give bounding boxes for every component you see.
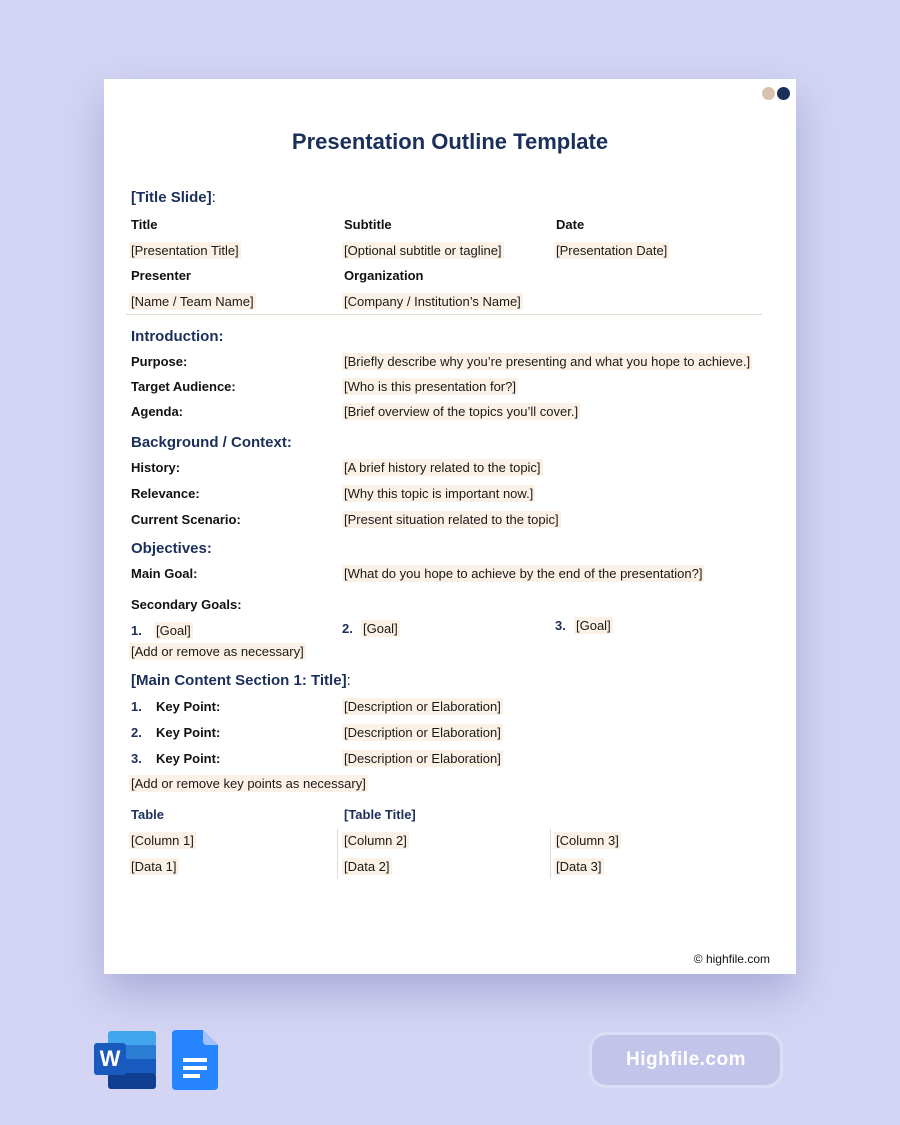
document-page [104, 79, 796, 974]
docs-icon-graphic [172, 1030, 218, 1090]
section-divider [126, 314, 762, 315]
goals-note: [Add or remove as necessary] [131, 644, 304, 659]
word-icon-letter: W [99, 1046, 121, 1071]
key-point-number: 2. [131, 725, 142, 740]
agenda-label: Agenda: [131, 404, 183, 419]
key-point-label: Key Point: [156, 699, 221, 714]
key-point-field[interactable]: [Description or Elaboration] [344, 751, 501, 766]
organization-field[interactable]: [Company / Institution’s Name] [344, 294, 521, 309]
goal-field[interactable]: [Goal] [363, 621, 398, 636]
table-data-cell[interactable]: [Data 2] [344, 859, 390, 874]
page-title: Presentation Outline Template [291, 129, 609, 154]
title-slide-heading-text: [Title Slide] [131, 189, 212, 206]
navy-dot-icon [777, 87, 790, 100]
objectives-heading: Objectives: [131, 540, 212, 557]
key-point-label: Key Point: [156, 725, 221, 740]
copyright-text: © highfile.com [693, 952, 770, 966]
title-slide-heading [131, 189, 216, 206]
goal-number: 1. [131, 623, 142, 638]
table-data-cell[interactable]: [Data 3] [556, 859, 602, 874]
microsoft-word-icon [94, 1031, 158, 1089]
main-content-heading-text: [Main Content Section 1: Title] [131, 672, 347, 689]
target-audience-field[interactable]: [Who is this presentation for?] [344, 379, 516, 394]
key-points-note: [Add or remove key points as necessary] [131, 776, 366, 791]
title-label: Title [131, 217, 158, 232]
key-point-field[interactable]: [Description or Elaboration] [344, 725, 501, 740]
main-goal-field[interactable]: [What do you hope to achieve by the end of the presentation?] [344, 566, 703, 581]
table-header-cell[interactable]: [Column 2] [344, 833, 407, 848]
goal-field[interactable]: [Goal] [156, 623, 191, 638]
google-docs-icon [172, 1030, 218, 1090]
relevance-field[interactable]: [Why this topic is important now.] [344, 486, 534, 501]
organization-label: Organization [344, 268, 424, 283]
key-point-label: Key Point: [156, 751, 221, 766]
relevance-label: Relevance: [131, 486, 200, 501]
presenter-label: Presenter [131, 268, 191, 283]
key-point-number: 3. [131, 751, 142, 766]
introduction-heading: Introduction: [131, 328, 224, 345]
table-label: Table [131, 807, 164, 822]
background-heading: Background / Context: [131, 434, 292, 451]
table-header-cell[interactable]: [Column 1] [131, 833, 194, 848]
current-scenario-label: Current Scenario: [131, 512, 241, 527]
table-title: [Table Title] [344, 807, 416, 822]
date-field[interactable]: [Presentation Date] [556, 243, 668, 258]
table-column-divider [337, 829, 338, 879]
secondary-goals-label: Secondary Goals: [131, 597, 242, 612]
key-point-field[interactable]: [Description or Elaboration] [344, 699, 501, 714]
target-audience-label: Target Audience: [131, 379, 236, 394]
table-data-cell[interactable]: [Data 1] [131, 859, 177, 874]
history-field[interactable]: [A brief history related to the topic] [344, 460, 541, 475]
goal-field[interactable]: [Goal] [576, 618, 611, 633]
history-label: History: [131, 460, 181, 475]
presenter-field[interactable]: [Name / Team Name] [131, 294, 254, 309]
beige-dot-icon [762, 87, 775, 100]
agenda-field[interactable]: [Brief overview of the topics you’ll cover.] [344, 404, 579, 419]
goal-number: 3. [555, 618, 566, 633]
date-label: Date [556, 217, 585, 232]
table-column-divider [550, 829, 551, 879]
main-content-heading [131, 672, 351, 689]
goal-number: 2. [342, 621, 353, 636]
subtitle-label: Subtitle [344, 217, 392, 232]
subtitle-field[interactable]: [Optional subtitle or tagline] [344, 243, 502, 258]
presentation-title-field[interactable]: [Presentation Title] [131, 243, 239, 258]
table-header-cell[interactable]: [Column 3] [556, 833, 619, 848]
main-content-colon: : [346, 672, 351, 689]
main-goal-label: Main Goal: [131, 566, 198, 581]
decorative-dots [762, 87, 790, 100]
purpose-field[interactable]: [Briefly describe why you’re presenting and what you hope to achieve.] [344, 354, 751, 369]
purpose-label: Purpose: [131, 354, 188, 369]
key-point-number: 1. [131, 699, 142, 714]
word-icon-graphic [94, 1031, 158, 1089]
title-slide-colon: : [211, 189, 216, 206]
current-scenario-field[interactable]: [Present situation related to the topic] [344, 512, 559, 527]
highfile-brand-badge[interactable]: Highfile.com [592, 1035, 780, 1085]
